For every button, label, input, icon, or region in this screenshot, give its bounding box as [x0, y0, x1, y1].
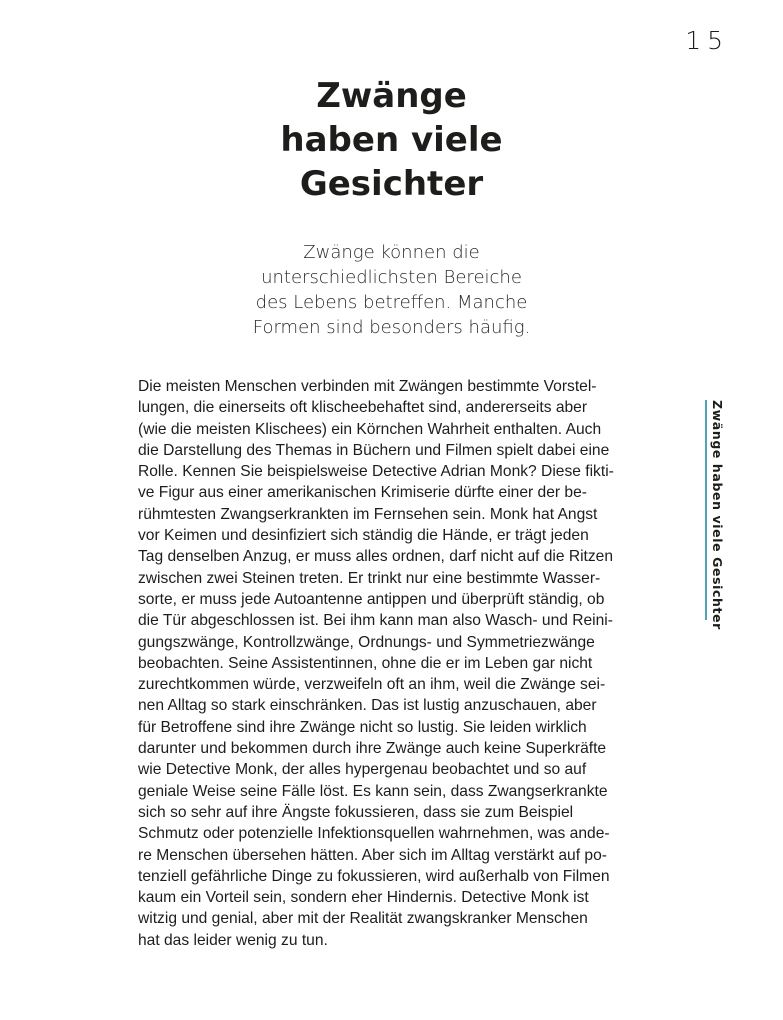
body-line: beobachten. Seine Assistentinnen, ohne die er im Leben gar nicht: [138, 654, 593, 672]
body-line: Rolle. Kennen Sie beispielsweise Detective Adrian Monk? Diese fikti-: [138, 463, 614, 481]
body-line: die Tür abgeschlossen ist. Bei ihm kann man also Wasch- und Reini-: [138, 612, 613, 630]
body-line: Die meisten Menschen verbinden mit Zwängen bestimmte Vorstel-: [138, 378, 597, 395]
title-line: haben viele: [280, 120, 503, 160]
body-line: (wie die meisten Klischees) ein Körnchen Wahrheit enthalten. Auch: [138, 420, 602, 438]
body-line: kaum ein Vorteil sein, sondern eher Hindernis. Detective Monk ist: [138, 889, 589, 907]
body-line: tenziell gefährliche Dinge zu fokussieren, wird außerhalb von Filmen: [138, 867, 610, 885]
body-line: sich so sehr auf ihre Ängste fokussieren, dass sie zum Beispiel: [138, 803, 574, 821]
body-line: darunter und bekommen durch ihre Zwänge auch keine Superkräfte: [138, 740, 607, 758]
side-tab-label: Zwänge haben viele Gesichter: [710, 400, 725, 630]
title-line: Zwänge: [316, 76, 467, 116]
subtitle-line: Zwänge können die: [303, 242, 480, 263]
body-line: nen Alltag so stark einschränken. Das ist lustig anzuschauen, aber: [138, 697, 597, 715]
chapter-subtitle: [0, 240, 783, 340]
body-line: re Menschen übersehen hätten. Aber sich im Alltag verstärkt auf po-: [138, 846, 607, 864]
body-line: witzig und genial, aber mit der Realität zwangskranker Menschen: [138, 910, 588, 928]
subtitle-line: Formen sind besonders häufig.: [252, 317, 531, 338]
chapter-title: [0, 74, 783, 206]
subtitle-line: des Lebens betreffen. Manche: [255, 292, 528, 313]
body-line: sorte, er muss jede Autoantenne antippen und überprüft ständig, ob: [138, 590, 605, 608]
body-paragraph: [138, 376, 658, 951]
body-line: hat das leider wenig zu tun.: [138, 931, 328, 949]
body-line: Schmutz oder potenzielle Infektionsquellen wahrnehmen, was ande-: [138, 825, 610, 843]
body-line: ve Figur aus einer amerikanischen Krimiserie dürfte einer der be-: [138, 484, 587, 502]
body-line: rühmtesten Zwangserkrankten im Fernsehen sein. Monk hat Angst: [138, 505, 598, 523]
body-line: zwischen zwei Steinen treten. Er trinkt nur eine bestimmte Wasser-: [138, 569, 601, 587]
title-line: Gesichter: [299, 164, 484, 204]
subtitle-line: unterschiedlichsten Bereiche: [261, 267, 522, 288]
body-line: Tag denselben Anzug, er muss alles ordnen, darf nicht auf die Ritzen: [138, 548, 614, 566]
body-line: die Darstellung des Themas in Büchern und Filmen spielt dabei eine: [138, 441, 610, 459]
body-line: geniale Weise seine Fälle löst. Es kann sein, dass Zwangserkrankte: [138, 782, 608, 800]
side-chapter-tab: [705, 400, 727, 630]
body-line: für Betroffene sind ihre Zwänge nicht so lustig. Sie leiden wirklich: [138, 718, 587, 736]
page-number: 15: [685, 26, 729, 55]
body-line: zurechtkommen würde, verzweifeln oft an ihm, weil die Zwänge sei-: [138, 676, 606, 694]
body-line: wie Detective Monk, der alles hypergenau beobachtet und so auf: [138, 761, 587, 779]
body-line: lungen, die einerseits oft klischeebehaftet sind, andererseits aber: [138, 399, 588, 417]
body-line: gungszwänge, Kontrollzwänge, Ordnungs- und Symmetriezwänge: [138, 633, 595, 651]
body-line: vor Keimen und desinfiziert sich ständig die Hände, er trägt jeden: [138, 527, 589, 545]
